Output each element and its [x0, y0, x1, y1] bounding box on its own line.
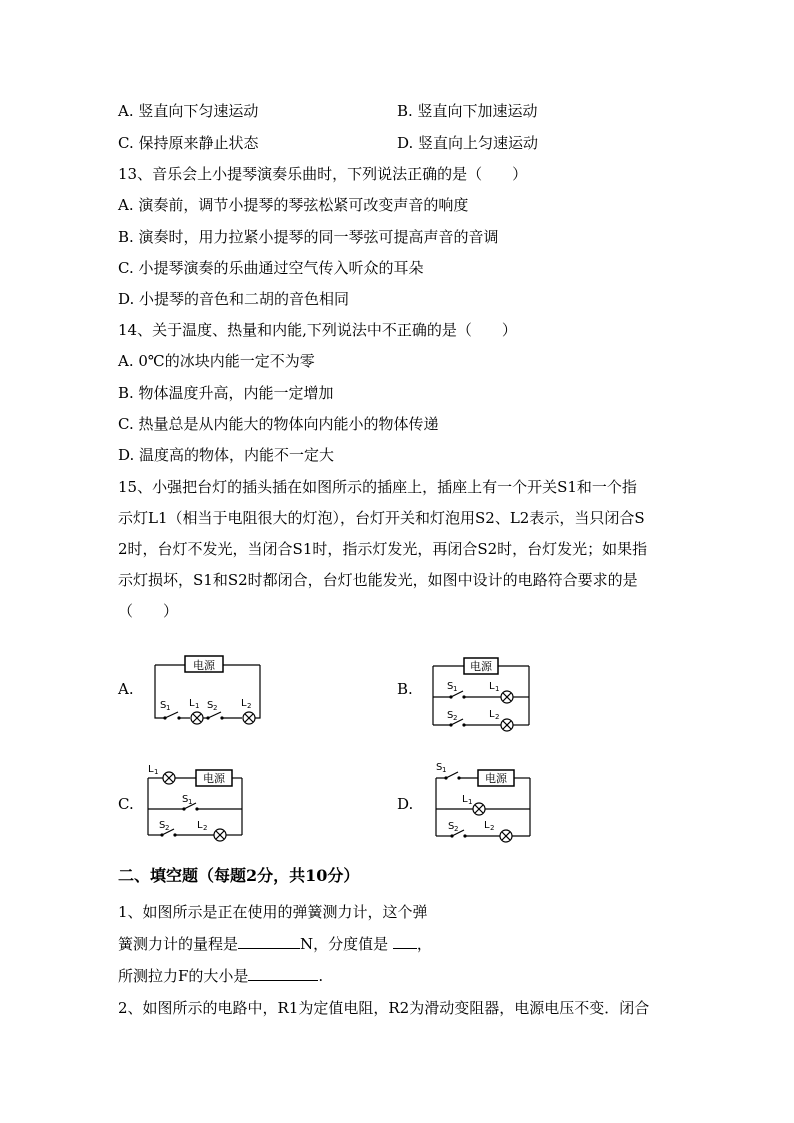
s1-label: S	[182, 794, 189, 805]
q14-option-b: B. 物体温度升高，内能一定增加	[118, 384, 334, 402]
fill1-text-line3: 所测拉力F的大小是 .	[118, 967, 324, 985]
q15-text-line2: 示灯L1（相当于电阻很大的灯泡），台灯开关和灯泡用S2、L2表示，当只闭合S	[118, 509, 645, 527]
q15-option-a-label: A.	[118, 680, 134, 698]
s2-label: S	[159, 820, 166, 831]
l2-label: L	[489, 709, 495, 720]
q12-option-c: C. 保持原来静止状态	[118, 134, 259, 152]
svg-text:1: 1	[442, 766, 447, 774]
fill2-text-line1: 2、如图所示的电路中，R1为定值电阻，R2为滑动变阻器，电源电压不变．闭合	[118, 999, 650, 1017]
svg-text:1: 1	[188, 798, 193, 806]
q15-option-c-label: C.	[118, 795, 134, 813]
svg-text:2: 2	[165, 824, 170, 832]
svg-text:1: 1	[154, 768, 159, 776]
s1-label: S	[447, 681, 454, 692]
q14-option-d: D. 温度高的物体，内能不一定大	[118, 446, 335, 464]
q14-stem: 14、关于温度、热量和内能,下列说法中不正确的是（ ）	[118, 321, 517, 339]
l2-label: L	[197, 820, 203, 831]
q15-text-line1: 15、小强把台灯的插头插在如图所示的插座上，插座上有一个开关S1和一个指	[118, 478, 637, 496]
circuit-diagram-b	[425, 652, 537, 740]
circuit-diagram-c	[140, 760, 250, 848]
svg-text:2: 2	[454, 825, 459, 833]
power-label: 电源	[193, 659, 215, 672]
svg-text:1: 1	[195, 702, 200, 710]
l1-label: L	[462, 794, 468, 805]
svg-text:1: 1	[468, 798, 473, 806]
q15-text-line5: （ ）	[118, 602, 179, 620]
q13-option-c: C. 小提琴演奏的乐曲通过空气传入听众的耳朵	[118, 259, 424, 277]
s2-label: S	[448, 821, 455, 832]
q13-option-b: B. 演奏时，用力拉紧小提琴的同一琴弦可提高声音的音调	[118, 228, 499, 246]
q15-option-d-label: D.	[397, 795, 414, 813]
q13-stem: 13、音乐会上小提琴演奏乐曲时，下列说法正确的是（ ）	[118, 165, 528, 183]
q15-text-line3: 2时，台灯不发光，当闭合S1时，指示灯发光，再闭合S2时，台灯发光；如果指	[118, 540, 648, 558]
power-label: 电源	[485, 772, 507, 785]
q15-text-line4: 示灯损坏，S1和S2时都闭合，台灯也能发光，如图中设计的电路符合要求的是	[118, 571, 638, 589]
svg-text:1: 1	[453, 685, 458, 693]
svg-text:2: 2	[247, 702, 252, 710]
circuit-diagram-d	[428, 758, 538, 846]
svg-text:2: 2	[453, 714, 458, 722]
l1-label: L	[189, 698, 195, 709]
answer-blank	[393, 934, 417, 949]
l1-label: L	[489, 681, 495, 692]
q15-option-b-label: B.	[397, 680, 413, 698]
section-heading: 二、填空题（每题2分，共10分）	[118, 866, 360, 885]
s1-label: S	[160, 700, 167, 711]
q12-option-a: A. 竖直向下匀速运动	[118, 102, 259, 120]
svg-text:1: 1	[166, 704, 171, 712]
q12-option-d: D. 竖直向上匀速运动	[397, 134, 539, 152]
power-label: 电源	[470, 660, 492, 673]
s2-label: S	[447, 710, 454, 721]
l2-label: L	[241, 698, 247, 709]
q13-option-d: D. 小提琴的音色和二胡的音色相同	[118, 290, 350, 308]
svg-text:2: 2	[490, 824, 495, 832]
q14-option-a: A. 0℃的冰块内能一定不为零	[118, 352, 315, 370]
s1-label: S	[436, 762, 443, 773]
q12-option-b: B. 竖直向下加速运动	[397, 102, 538, 120]
svg-text:1: 1	[495, 685, 500, 693]
power-label: 电源	[203, 772, 225, 785]
answer-blank	[238, 934, 300, 949]
l2-label: L	[484, 820, 490, 831]
fill1-text-line2: 簧测力计的量程是 N，分度值是 ，	[118, 935, 432, 953]
answer-blank	[248, 966, 318, 981]
l1-label: L	[148, 764, 154, 775]
svg-text:2: 2	[213, 704, 218, 712]
circuit-diagram-a	[145, 648, 270, 728]
s2-label: S	[207, 700, 214, 711]
q13-option-a: A. 演奏前，调节小提琴的琴弦松紧可改变声音的响度	[118, 196, 469, 214]
fill1-text-line1: 1、如图所示是正在使用的弹簧测力计，这个弹	[118, 903, 428, 921]
svg-text:2: 2	[203, 824, 208, 832]
q14-option-c: C. 热量总是从内能大的物体向内能小的物体传递	[118, 415, 439, 433]
svg-text:2: 2	[495, 713, 500, 721]
